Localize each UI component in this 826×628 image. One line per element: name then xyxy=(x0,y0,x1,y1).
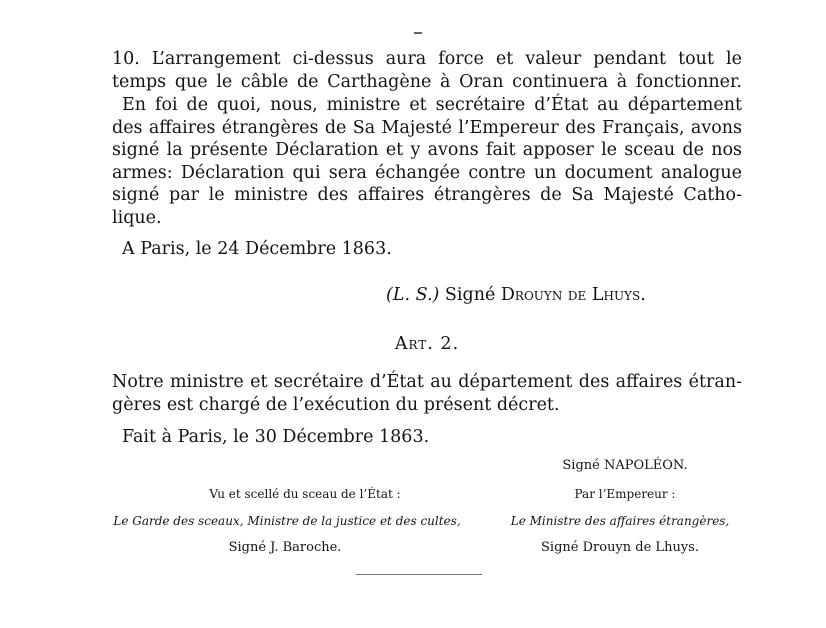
bottom-divider xyxy=(356,574,482,575)
article-line-2: gères est chargé de l’exécution du présent décret. xyxy=(112,394,560,415)
p2-line-4: armes: Déclaration qui sera échangée contre un document analogue xyxy=(112,162,742,183)
left-signature-line-3: Signé J. Baroche. xyxy=(228,540,342,555)
seal-mark: (L. S.) xyxy=(386,285,440,305)
paragraph-1 xyxy=(112,48,742,93)
date-line-2: Fait à Paris, le 30 Décembre 1863. xyxy=(122,427,430,447)
paragraph-2 xyxy=(112,94,742,229)
right-signature-line-3: Signé Drouyn de Lhuys. xyxy=(541,540,699,555)
article-line-1: Notre ministre et secrétaire d’État au département des affaires étran- xyxy=(112,372,742,392)
p2-line-1: En foi de quoi, nous, ministre et secrétaire d’État au département xyxy=(122,95,742,115)
date-line-1: A Paris, le 24 Décembre 1863. xyxy=(122,239,392,259)
p2-line-5: signé par le ministre des affaires étrangères de Sa Majesté Catho- xyxy=(112,185,742,205)
p2-line-2: des affaires étrangères de Sa Majesté l’Empereur des Français, avons xyxy=(112,117,742,138)
p2-line-6: lique. xyxy=(112,207,162,228)
seal-signature-line xyxy=(386,284,726,307)
p2-line-3: signé la présente Déclaration et y avons fait apposer le sceau de nos xyxy=(112,140,742,160)
top-mark xyxy=(414,32,422,34)
napoleon-signature: Signé NAPOLÉON. xyxy=(562,458,688,473)
article-heading: Art. 2. xyxy=(394,334,460,354)
left-signature-line-1: Vu et scellé du sceau de l’État : xyxy=(209,487,401,501)
left-signature-line-2: Le Garde des sceaux, Ministre de la justice et des cultes, xyxy=(113,514,461,528)
right-signature-line-1: Par l’Empereur : xyxy=(574,487,676,501)
p1-line-1: 10. L’arrangement ci-dessus aura force et valeur pendant tout le xyxy=(112,49,742,69)
right-signature-line-2: Le Ministre des affaires étrangères, xyxy=(510,514,730,528)
seal-signature-text: Signé Drouyn de Lhuys. xyxy=(444,285,646,305)
article-paragraph xyxy=(112,371,742,416)
p1-line-2: temps que le câble de Carthagène à Oran continuera à fonctionner. xyxy=(112,71,742,92)
